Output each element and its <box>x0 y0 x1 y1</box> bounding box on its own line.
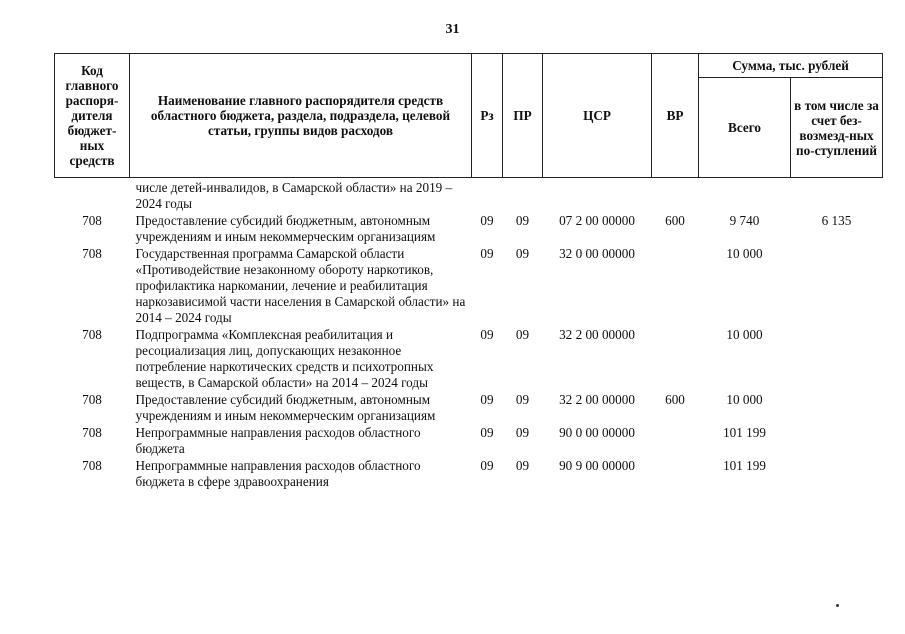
cell-code: 708 <box>82 327 102 342</box>
cell-total: 10 000 <box>726 392 763 407</box>
cell-csr: 90 0 00 00000 <box>559 425 635 440</box>
cell-total: 10 000 <box>726 246 763 261</box>
cell-pr: 09 <box>515 425 530 440</box>
cell-name: Непрограммные направления расходов областного бюджета <box>135 425 421 456</box>
cell-name: Государственная программа Самарской области «Противодействие незаконному обороту наркотиков, профилактика наркомании, лечение и реабилитация наркозависимой части населения в Самарской области» на 2014 – 2024 годы <box>135 246 466 325</box>
cell-incl <box>791 458 883 491</box>
cell-incl <box>791 327 883 392</box>
cell-incl <box>791 392 883 425</box>
cell-name: Предоставление субсидий бюджетным, автономным учреждениям и иным некоммерческим организациям <box>135 213 436 244</box>
cell-csr: 32 2 00 00000 <box>559 327 635 342</box>
cell-pr: 09 <box>515 392 530 407</box>
cell-total: 9 740 <box>729 213 760 228</box>
cell-name: Подпрограмма «Комплексная реабилитация и ресоциализация лиц, допускающих незаконное потребление наркотических средств и психотропных веществ, в Самарской области» на 2014 – 2024 годы <box>135 327 434 390</box>
cell-incl <box>791 246 883 327</box>
cell-code: 708 <box>82 213 102 228</box>
cell-total: 101 199 <box>723 458 766 473</box>
cell-incl <box>791 425 883 458</box>
cell-pr: 09 <box>515 327 530 342</box>
header-sum: Сумма, тыс. рублей <box>699 54 883 78</box>
cell-name: Непрограммные направления расходов областного бюджета в сфере здравоохранения <box>135 458 421 489</box>
header-name: Наименование главного распорядителя средств областного бюджета, раздела, подраздела, целевой статьи, группы видов расходов <box>130 54 472 178</box>
table-row <box>55 246 883 327</box>
cell-incl: 6 135 <box>821 213 852 228</box>
table-row <box>55 392 883 425</box>
cell-pr: 09 <box>515 458 530 473</box>
cell-csr: 32 2 00 00000 <box>559 392 635 407</box>
table-row <box>55 458 883 491</box>
cell-total: 10 000 <box>726 327 763 342</box>
header-csr: ЦСР <box>543 54 652 178</box>
table-row <box>55 213 883 246</box>
cell-csr: 07 2 00 00000 <box>559 213 635 228</box>
scan-speck <box>836 604 839 607</box>
cell-csr: 90 9 00 00000 <box>559 458 635 473</box>
table-row-continuation <box>55 178 883 214</box>
cell-rz: 09 <box>480 458 494 473</box>
cell-code: 708 <box>82 392 102 407</box>
cell-name: числе детей-инвалидов, в Самарской области» на 2019 – 2024 годы <box>135 180 453 211</box>
cell-vr <box>652 246 699 327</box>
cell-rz: 09 <box>480 327 494 342</box>
cell-rz: 09 <box>480 425 494 440</box>
table-row <box>55 425 883 458</box>
cell-csr: 32 0 00 00000 <box>559 246 635 261</box>
cell-name: Предоставление субсидий бюджетным, автономным учреждениям и иным некоммерческим организациям <box>135 392 436 423</box>
cell-code: 708 <box>82 425 102 440</box>
cell-pr: 09 <box>515 213 530 228</box>
cell-vr <box>652 327 699 392</box>
cell-rz: 09 <box>480 246 494 261</box>
cell-pr: 09 <box>515 246 530 261</box>
header-rz: Рз <box>472 54 503 178</box>
cell-vr: 600 <box>665 392 685 407</box>
cell-code: 708 <box>82 246 102 261</box>
header-incl: в том числе за счет без-возмезд-ных по-ступлений <box>791 78 883 178</box>
header-vr: ВР <box>652 54 699 178</box>
table-row <box>55 327 883 392</box>
budget-table <box>54 53 883 491</box>
cell-total: 101 199 <box>723 425 766 440</box>
header-pr: ПР <box>503 54 543 178</box>
cell-vr: 600 <box>665 213 685 228</box>
cell-vr <box>652 425 699 458</box>
table-header <box>55 54 883 178</box>
page-number: 31 <box>445 22 460 37</box>
header-total: Всего <box>699 78 791 178</box>
cell-vr <box>652 458 699 491</box>
cell-code: 708 <box>82 458 102 473</box>
cell-rz: 09 <box>480 213 494 228</box>
cell-rz: 09 <box>480 392 494 407</box>
header-code: Код главного распоря-дителя бюджет-ных средств <box>55 54 130 178</box>
